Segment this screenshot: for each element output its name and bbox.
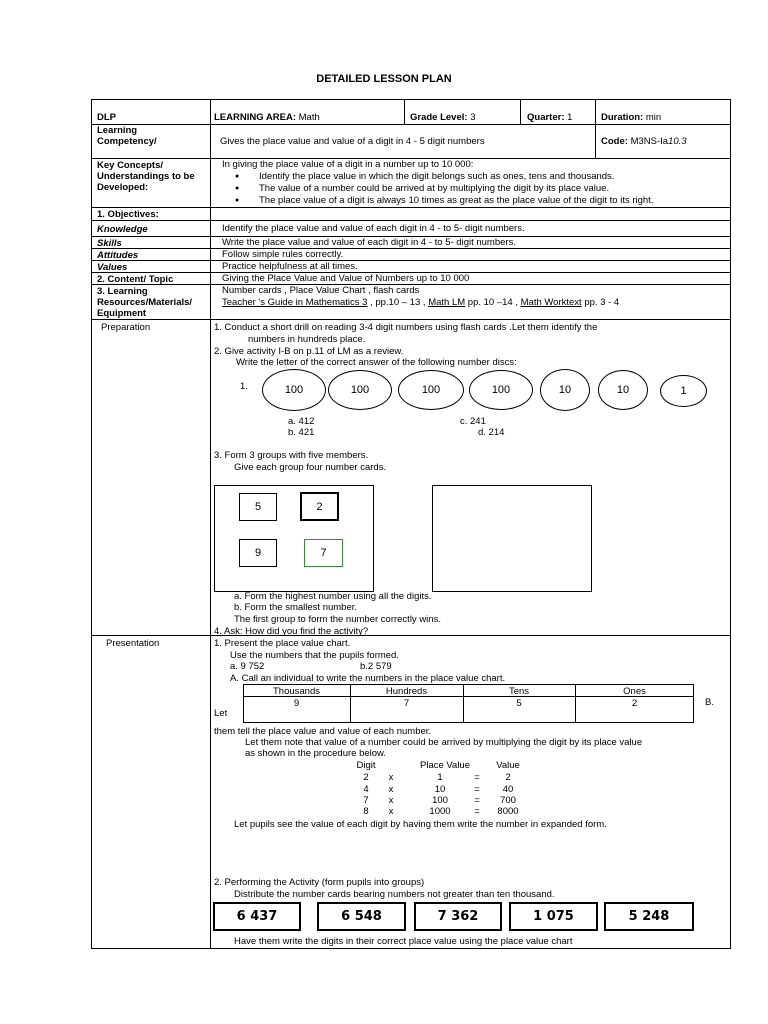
prep-step2-b: Write the letter of the correct answer of the following number discs: — [236, 357, 517, 368]
number-card: 9 — [239, 539, 277, 567]
calc-times: x — [388, 784, 394, 795]
competency-text: Gives the place value and value of a digit in 4 - 5 digit numbers — [220, 136, 485, 147]
values-text: Practice helpfulness at all times. — [222, 261, 358, 272]
competency-label-2: Competency/ — [97, 136, 157, 147]
knowledge-label: Knowledge — [97, 224, 148, 235]
competency-label-1: Learning — [97, 125, 138, 136]
rule-b: b. Form the smallest number. — [234, 602, 358, 613]
calc-value: 2 — [505, 772, 511, 783]
calc-times: x — [388, 795, 394, 806]
row-line — [91, 319, 731, 320]
quarter-label: Quarter: — [527, 112, 565, 123]
number-card: 2 — [300, 492, 339, 521]
key-concepts-label-3: Developed: — [97, 182, 149, 193]
number-disc: 100 — [469, 370, 533, 410]
pv-header-thousands: Thousands — [272, 686, 320, 697]
lm-reference: Math LM — [428, 297, 466, 308]
prep-step3-b: Give each group four number cards. — [234, 462, 387, 473]
calc-place-value: 10 — [434, 784, 446, 795]
calc-header-place-value: Place Value — [420, 760, 470, 771]
pv-header-tens: Tens — [508, 686, 530, 697]
rule-a: a. Form the highest number using all the digits. — [234, 591, 432, 602]
pres-step1: 1. Present the place value chart. — [214, 638, 351, 649]
calc-value: 40 — [502, 784, 514, 795]
table-border-right — [730, 99, 731, 949]
resources-label-1: 3. Learning — [97, 286, 148, 297]
resources-line-1: Number cards , Place Value Chart , flash cards — [222, 285, 420, 296]
disc-item-number: 1. — [240, 381, 248, 392]
calc-equals: = — [474, 795, 480, 806]
learning-area — [214, 112, 320, 123]
pres-expanded: Let pupils see the value of each digit by having them write the number in expanded form. — [234, 819, 607, 830]
pres-call: A. Call an individual to write the numbers in the place value chart. — [230, 673, 506, 684]
table-border-bottom — [91, 948, 731, 949]
key-concept-item: ● Identify the place value in which the digit belongs such as ones, tens and thousands. — [222, 171, 653, 183]
rule-c: The first group to form the number correctly wins. — [234, 614, 441, 625]
b-marker: B. — [705, 697, 714, 708]
number-disc: 10 — [598, 370, 648, 410]
knowledge-text: Identify the place value and value of each digit in 4 - to 5- digit numbers. — [222, 223, 525, 234]
quarter-value: 1 — [567, 112, 573, 123]
header-divider — [404, 99, 405, 124]
pv-value: 2 — [631, 698, 638, 709]
pv-header-hundreds: Hundreds — [385, 686, 428, 697]
calc-digit: 8 — [363, 806, 369, 817]
row-line — [91, 220, 731, 221]
table-border-left — [91, 99, 92, 949]
calc-place-value: 1 — [437, 772, 443, 783]
empty-answer-box — [432, 485, 592, 592]
pres-num-b: b.2 579 — [360, 661, 392, 672]
header-divider — [595, 99, 596, 158]
calc-times: x — [388, 806, 394, 817]
grade-level-label: Grade Level: — [410, 112, 468, 123]
code-label: Code: — [601, 136, 628, 147]
pres-note-a: Let them note that value of a number could be arrived by multiplying the digit by its place value — [245, 737, 643, 748]
learning-area-value: Math — [298, 112, 320, 123]
table-border-top — [91, 99, 731, 100]
card-group-box — [214, 485, 374, 592]
calc-digit: 7 — [363, 795, 369, 806]
lm-pages: pp. 10 –14 , — [465, 297, 521, 308]
pres-let: Let — [214, 708, 228, 719]
dlp-label: DLP — [97, 112, 116, 123]
skills-text: Write the place value and value of each digit in 4 - to 5- digit numbers. — [222, 237, 516, 248]
row-line — [91, 248, 731, 249]
values-label: Values — [97, 262, 128, 273]
code-suffix: 10.3 — [668, 136, 687, 147]
calc-header-value: Value — [496, 760, 520, 771]
tg-reference: Teacher 's Guide in Mathematics 3 — [222, 297, 368, 308]
code — [601, 136, 687, 147]
number-card-large: 1 075 — [509, 902, 598, 931]
header-divider — [520, 99, 521, 124]
prep-step1-a: 1. Conduct a short drill on reading 3-4 digit numbers using flash cards .Let them identify the — [214, 322, 598, 333]
number-card-large: 7 362 — [414, 902, 502, 931]
calc-value: 700 — [500, 795, 516, 806]
code-value: M3NS-Ia — [630, 136, 669, 147]
calc-digit: 4 — [363, 784, 369, 795]
number-card-large: 5 248 — [604, 902, 694, 931]
learning-area-label: LEARNING AREA: — [214, 112, 296, 123]
pv-value: 9 — [293, 698, 300, 709]
calc-place-value: 100 — [432, 795, 448, 806]
pres-step2-b: Distribute the number cards bearing numbers not greater than ten thousand. — [234, 889, 555, 900]
worktext-reference: Math Worktext — [520, 297, 582, 308]
content-label: 2. Content/ Topic — [97, 274, 174, 285]
row-line — [91, 260, 731, 261]
pres-step2-a: 2. Performing the Activity (form pupils into groups) — [214, 877, 425, 888]
presentation-label: Presentation — [106, 638, 160, 649]
calc-digit: 2 — [363, 772, 369, 783]
grade-level — [410, 112, 476, 123]
row-line — [91, 207, 731, 208]
key-concepts-label-1: Key Concepts/ — [97, 160, 163, 171]
key-concepts-list — [222, 171, 653, 207]
duration — [601, 112, 661, 123]
calc-equals: = — [474, 772, 480, 783]
worktext-pages: pp. 3 - 4 — [581, 297, 620, 308]
attitudes-label: Attitudes — [97, 250, 139, 261]
pres-note-b: as shown in the procedure below. — [245, 748, 387, 759]
resources-label-3: Equipment — [97, 308, 147, 319]
number-card: 5 — [239, 493, 277, 521]
row-line — [91, 635, 731, 636]
row-line — [91, 124, 731, 125]
prep-step2-a: 2. Give activity I-B on p.11 of LM as a review. — [214, 346, 404, 357]
calc-equals: = — [474, 784, 480, 795]
calc-equals: = — [474, 806, 480, 817]
prep-step3-a: 3. Form 3 groups with five members. — [214, 450, 369, 461]
key-concept-item: ● The place value of a digit is always 10 times as great as the place value of the digit to its right. — [222, 195, 653, 207]
skills-label: Skills — [97, 238, 122, 249]
number-disc: 100 — [262, 369, 326, 411]
resources-line-2 — [222, 297, 619, 308]
prep-step1-b: numbers in hundreds place. — [248, 334, 366, 345]
choice-b: b. 421 — [288, 427, 315, 438]
preparation-label: Preparation — [101, 322, 151, 333]
content-text: Giving the Place Value and Value of Numbers up to 10 000 — [222, 273, 470, 284]
number-card-large: 6 548 — [317, 902, 406, 931]
duration-label: Duration: — [601, 112, 644, 123]
pres-final: Have them write the digits in their correct place value using the place value chart — [234, 936, 573, 947]
number-disc: 10 — [540, 369, 590, 411]
number-card-large: 6 437 — [213, 902, 301, 931]
pres-tell: them tell the place value and value of each number. — [214, 726, 432, 737]
objectives-heading: 1. Objectives: — [97, 209, 159, 220]
label-column-divider — [210, 99, 211, 949]
attitudes-text: Follow simple rules correctly. — [222, 249, 344, 260]
tg-pages: , pp.10 – 13 , — [367, 297, 429, 308]
choice-a: a. 412 — [288, 416, 315, 427]
pres-use: Use the numbers that the pupils formed. — [230, 650, 399, 661]
pv-header-ones: Ones — [623, 686, 646, 697]
calc-header-digit: Digit — [356, 760, 376, 771]
quarter — [527, 112, 572, 123]
key-concepts-label-2: Understandings to be — [97, 171, 195, 182]
number-card: 7 — [304, 539, 343, 567]
calc-value: 8000 — [497, 806, 519, 817]
key-concept-item: ● The value of a number could be arrived at by multiplying the digit by its place value. — [222, 183, 653, 195]
duration-value: min — [645, 112, 662, 123]
page-title: DETAILED LESSON PLAN — [316, 73, 452, 85]
pres-num-a: a. 9 752 — [230, 661, 265, 672]
resources-label-2: Resources/Materials/ — [97, 297, 193, 308]
number-disc: 1 — [660, 375, 707, 407]
choice-d: d. 214 — [478, 427, 505, 438]
number-disc: 100 — [328, 370, 392, 410]
calc-place-value: 1000 — [429, 806, 451, 817]
pv-value: 7 — [403, 698, 410, 709]
prep-step4: 4. Ask: How did you find the activity? — [214, 626, 369, 637]
key-concepts-intro: In giving the place value of a digit in a number up to 10 000: — [222, 159, 474, 170]
pv-value: 5 — [516, 698, 522, 709]
choice-c: c. 241 — [460, 416, 486, 427]
calc-times: x — [388, 772, 394, 783]
number-disc: 100 — [398, 370, 464, 410]
grade-level-value: 3 — [470, 112, 476, 123]
